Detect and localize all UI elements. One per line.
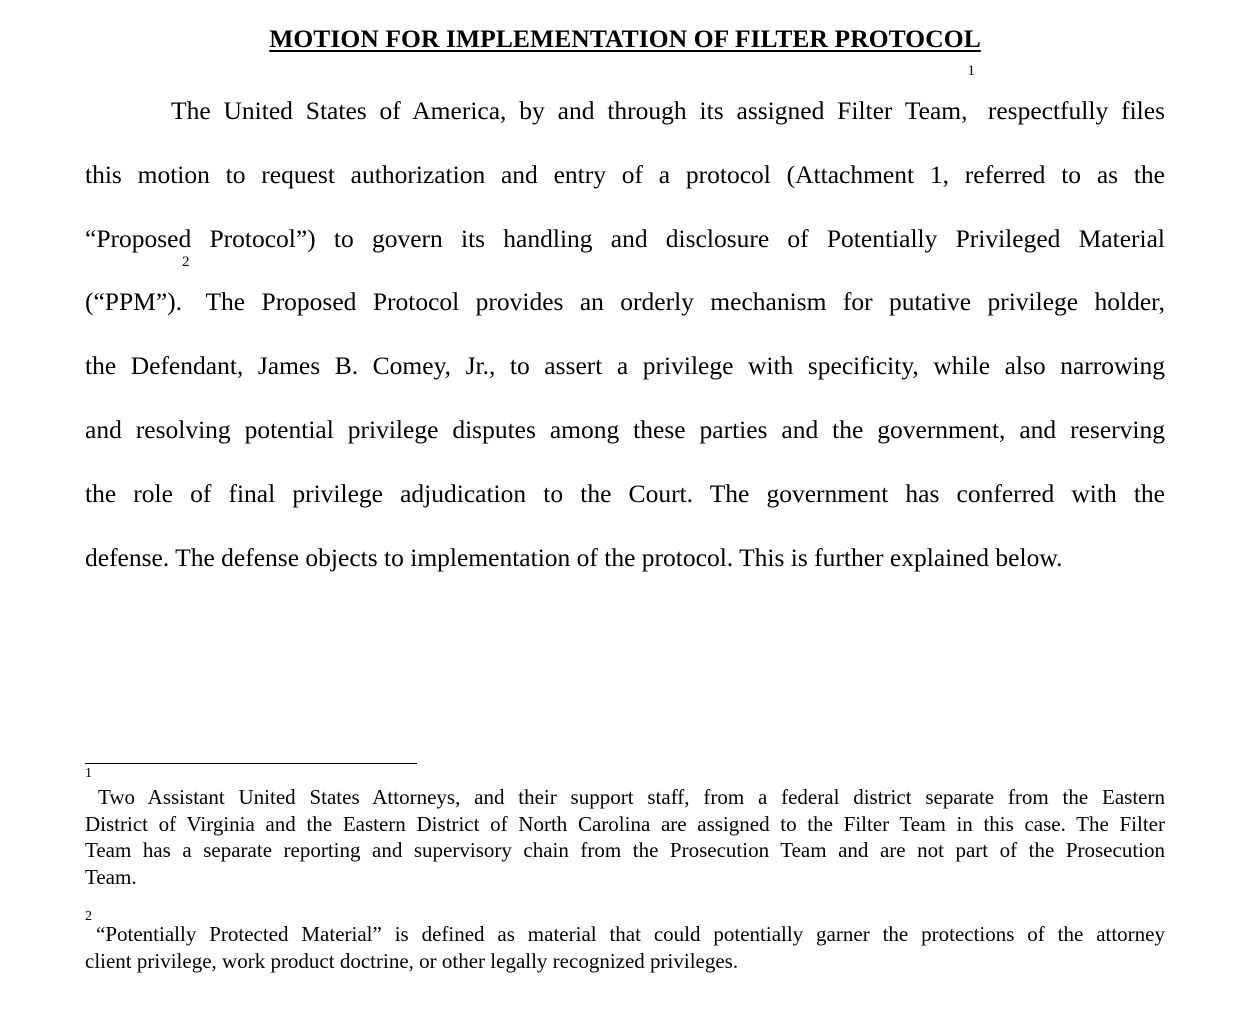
paragraph-line: this motion to request authorization and entry of a protocol (Attachment 1, referred to as the bbox=[85, 159, 1165, 189]
footnote-2 bbox=[85, 909, 1165, 974]
footnote-line: $^1$Two Assistant United States Attorneys, and their support staff, from a federal district separate from the Eastern bbox=[85, 766, 1165, 809]
page-title: MOTION FOR IMPLEMENTATION OF FILTER PROTOCOL bbox=[269, 24, 981, 53]
paragraph-line: and resolving potential privilege disputes among these parties and the government, and reserving bbox=[85, 414, 1165, 444]
footnote-line: Team. bbox=[85, 864, 137, 889]
footnote-divider bbox=[85, 763, 417, 764]
footnote-line: Team has a separate reporting and supervisory chain from the Prosecution Team and are not part of the Prosecution bbox=[85, 838, 1165, 862]
paragraph-line: defense. The defense objects to implementation of the protocol. This is further explained below. bbox=[85, 542, 1063, 572]
paragraph-line: The United States of America, by and through its assigned Filter Team,$^1$ respectfully files bbox=[171, 63, 1165, 125]
paragraph-line: “Proposed Protocol”) to govern its handling and disclosure of Potentially Privileged Material bbox=[85, 223, 1165, 253]
footnote-reference: 1 bbox=[967, 63, 975, 79]
footnote-line: client privilege, work product doctrine, or other legally recognized privileges. bbox=[85, 948, 739, 973]
paragraph-line: the Defendant, James B. Comey, Jr., to assert a privilege with specificity, while also narrowing bbox=[85, 351, 1165, 381]
paragraph-line: the role of final privilege adjudication to the Court. The government has conferred with the bbox=[85, 478, 1165, 508]
footnote-marker: 2 bbox=[85, 909, 92, 924]
motion-paragraph bbox=[85, 63, 1165, 589]
paragraph-line: (“PPM”).$^2$ The Proposed Protocol provides an orderly mechanism for putative privilege holder, bbox=[85, 254, 1165, 317]
footnote-marker: 1 bbox=[85, 766, 92, 781]
footnote-line: District of Virginia and the Eastern District of North Carolina are assigned to the Filter Team in this case. The Filter bbox=[85, 811, 1165, 836]
footnote-1 bbox=[85, 766, 1165, 890]
footnote-reference: 2 bbox=[182, 254, 190, 271]
footnote-line: $^2$“Potentially Protected Material” is defined as material that could potentially garner the protections of the attorney bbox=[85, 909, 1165, 946]
